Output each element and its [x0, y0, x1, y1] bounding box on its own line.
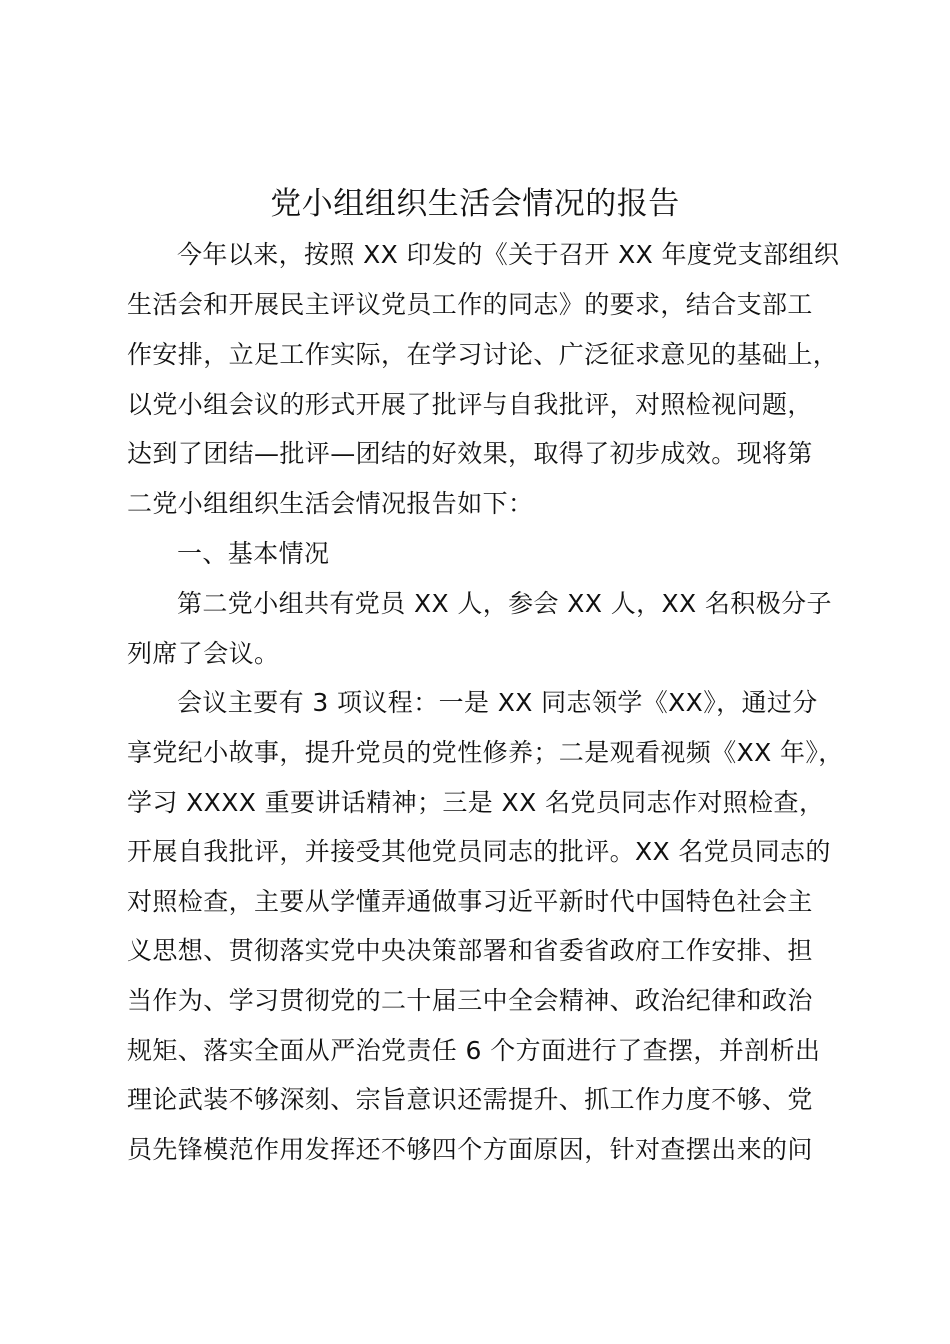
paragraph-line: 开展自我批评，并接受其他党员同志的批评。XX 名党员同志的: [127, 837, 831, 866]
paragraph-line: 理论武装不够深刻、宗旨意识还需提升、抓工作力度不够、党: [127, 1085, 813, 1114]
paragraph-line: 当作为、学习贯彻党的二十届三中全会精神、政治纪律和政治: [127, 986, 813, 1015]
section-heading: 一、基本情况: [177, 539, 330, 568]
paragraph-line: 列席了会议。: [127, 639, 280, 668]
paragraph-line: 享党纪小故事，提升党员的党性修养；二是观看视频《XX 年》，: [127, 738, 844, 767]
paragraph-line: 作安排，立足工作实际，在学习讨论、广泛征求意见的基础上，: [127, 340, 839, 369]
paragraph-line: 义思想、贯彻落实党中央决策部署和省委省政府工作安排、担: [127, 936, 813, 965]
paragraph-line: 第二党小组共有党员 XX 人，参会 XX 人，XX 名积极分子: [177, 589, 832, 618]
paragraph-line: 生活会和开展民主评议党员工作的同志》的要求，结合支部工: [127, 290, 813, 319]
paragraph-line: 会议主要有 3 项议程：一是 XX 同志领学《XX》，通过分: [177, 688, 818, 717]
document-title: 党小组组织生活会情况的报告: [270, 186, 680, 222]
paragraph-line: 以党小组会议的形式开展了批评与自我批评，对照检视问题，: [127, 390, 813, 419]
paragraph-line: 达到了团结—批评—团结的好效果，取得了初步成效。现将第: [127, 439, 813, 468]
paragraph-line: 二党小组组织生活会情况报告如下：: [127, 489, 534, 518]
paragraph-line: 规矩、落实全面从严治党责任 6 个方面进行了查摆，并剖析出: [127, 1036, 821, 1065]
paragraph-line: 今年以来，按照 XX 印发的《关于召开 XX 年度党支部组织: [177, 240, 840, 269]
paragraph-line: 对照检查，主要从学懂弄通做事习近平新时代中国特色社会主: [127, 887, 813, 916]
paragraph-line: 学习 XXXX 重要讲话精神；三是 XX 名党员同志作对照检查，: [127, 788, 825, 817]
paragraph-line: 员先锋模范作用发挥还不够四个方面原因，针对查摆出来的问: [127, 1135, 813, 1164]
